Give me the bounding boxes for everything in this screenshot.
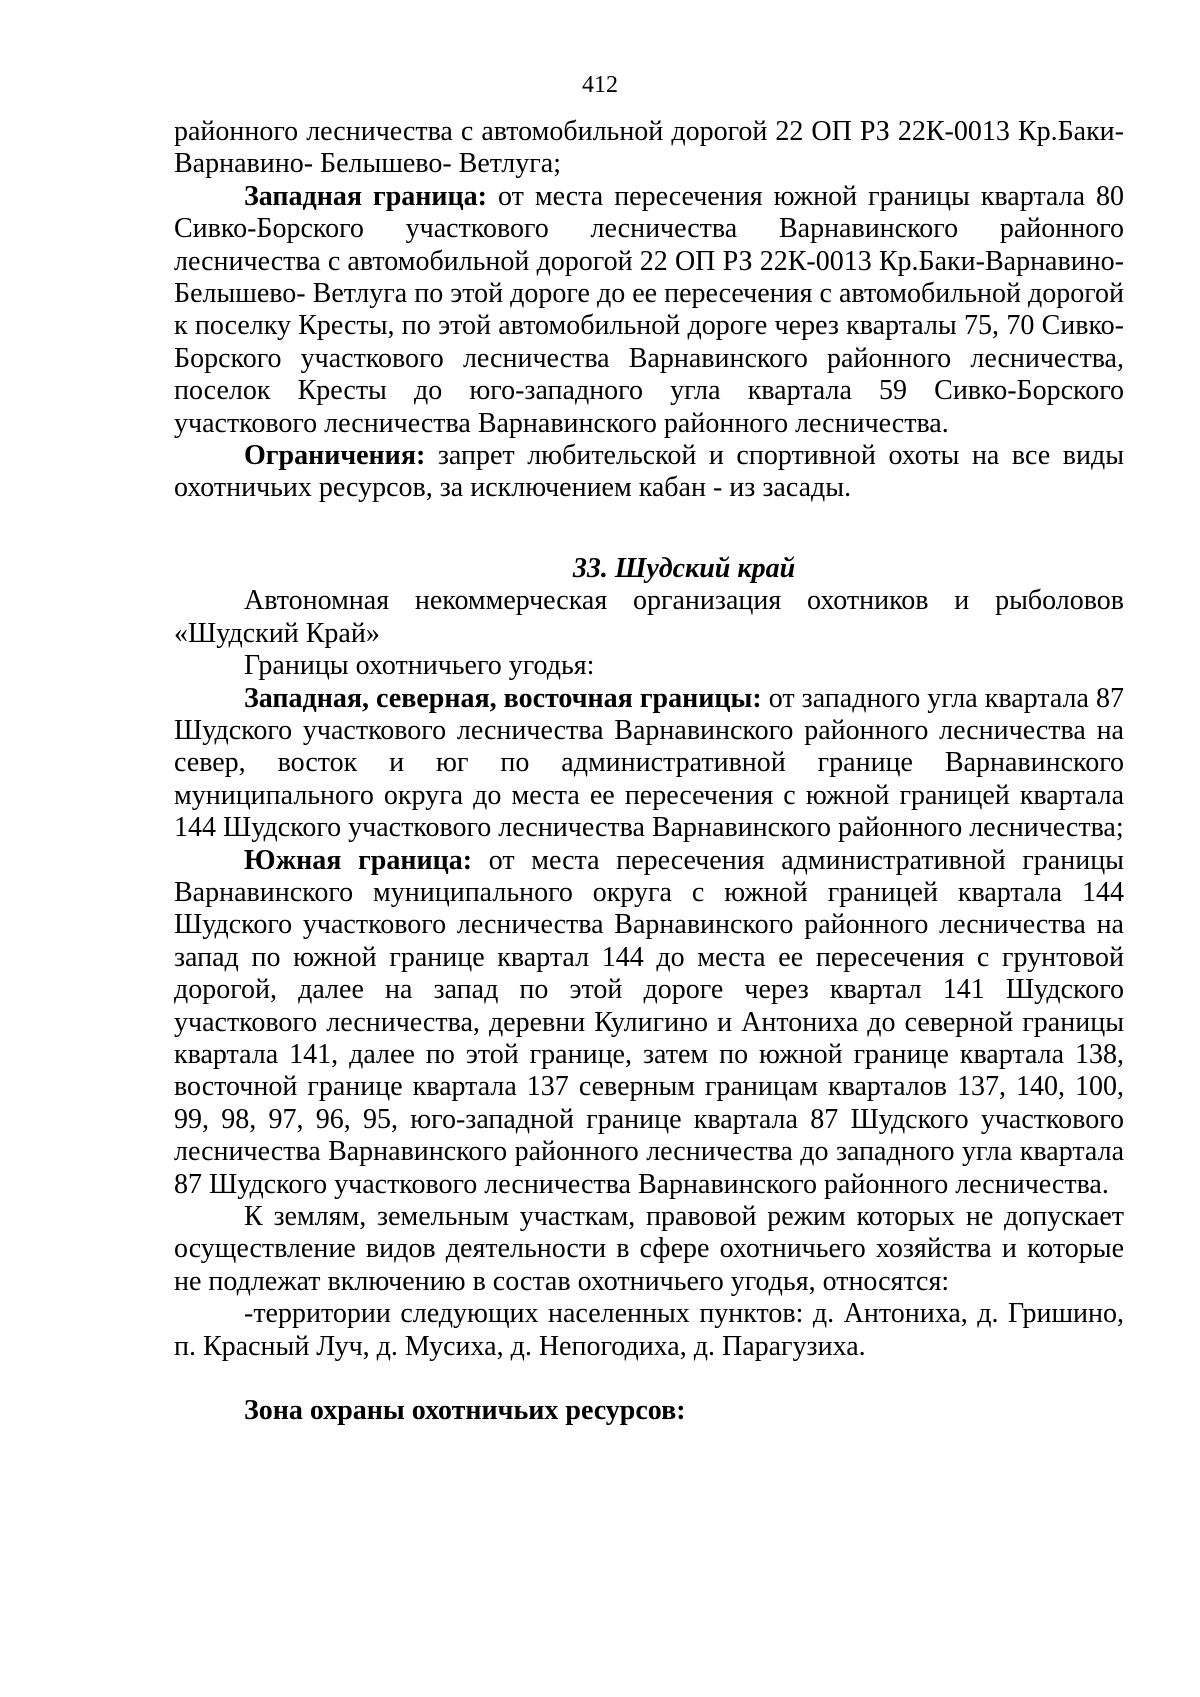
southern-border-text: от места пересечения административной границы Варнавинского муниципального округа с южной границей квартала 144 Шудского участкового лесничества Варнавинского районного лесничества на запад по южной границе квартал 144 до места ее пересечения с грунтовой дорогой, далее на запад по этой дороге через квартал 141 Шудского участкового лесничества, деревни Кулигино и Антониха до северной границы квартала 141, далее по этой границе, затем по южной границе квартала 138, восточной границе квартала 137 северным границам кварталов 137, 140, 100, 99, 98, 97, 96, 95, юго-западной границе квартала 87 Шудского участкового лесничества Варнавинского районного лесничества до западного угла квартала 87 Шудского участкового лесничества Варнавинского районного лесничества. bbox=[174, 844, 1124, 1200]
western-border-text: от места пересечения южной границы квартала 80 Сивко-Борского участкового лесничества Варнавинского районного лесничества с автомобильной дорогой 22 ОП РЗ 22К-0013 Кр.Баки-Варнавино- Белышево- Ветлуга по этой дороге до ее пересечения с автомобильной дорогой к поселку Кресты, по этой автомобильной дороге через кварталы 75, 70 Сивко-Борского участкового лесничества Варнавинского районного лесничества, поселок Кресты до юго-западного угла квартала 59 Сивко-Борского участкового лесничества Варнавинского районного лесничества. bbox=[174, 180, 1125, 439]
paragraph-western-border bbox=[174, 181, 1124, 440]
paragraph-settlements: -территории следующих населенных пунктов: д. Антониха, д. Гришино, п. Красный Луч, д. Мусиха, д. Непогодиха, д. Парагузиха. bbox=[174, 1298, 1124, 1362]
western-border-label: Западная граница: bbox=[244, 180, 488, 212]
paragraph-excluded-lands: К землям, земельным участкам, правовой режим которых не допускает осуществление видов деятельности в сфере охотничьего хозяйства и которые не подлежат включению в состав охотничьего угодья, относятся: bbox=[174, 1201, 1124, 1297]
paragraph-protection-zone bbox=[174, 1395, 1124, 1427]
paragraph-continuation: районного лесничества с автомобильной дорогой 22 ОП РЗ 22К-0013 Кр.Баки-Варнавино- Белышево- Ветлуга; bbox=[174, 116, 1124, 180]
paragraph-southern-border bbox=[174, 845, 1124, 1201]
paragraph-restrictions bbox=[174, 440, 1124, 505]
wne-borders-text: от западного угла квартала 87 Шудского участкового лесничества Варнавинского районного лесничества на север, восток и юг по административной границе Варнавинского муниципального округа до места ее пересечения с южной границей квартала 144 Шудского участкового лесничества Варнавинского районного лесничества; bbox=[174, 682, 1124, 844]
section-heading: 33. Шудский край bbox=[572, 552, 796, 584]
protection-zone-label: Зона охраны охотничьих ресурсов: bbox=[244, 1395, 686, 1427]
page-number: 412 bbox=[582, 72, 618, 98]
wne-borders-label: Западная, северная, восточная границы: bbox=[244, 682, 762, 714]
document-body bbox=[174, 116, 1124, 1427]
southern-border-label: Южная граница: bbox=[244, 844, 473, 876]
paragraph-borders-intro: Границы охотничьего угодья: bbox=[244, 650, 595, 682]
paragraph-wne-borders bbox=[174, 683, 1124, 845]
restrictions-label: Ограничения: bbox=[244, 440, 426, 472]
paragraph-organization: Автономная некоммерческая организация охотников и рыболовов «Шудский Край» bbox=[174, 585, 1124, 649]
restrictions-text: запрет любительской и спортивной охоты на все виды охотничьих ресурсов, за исключением кабан - из засады. bbox=[174, 440, 1124, 504]
